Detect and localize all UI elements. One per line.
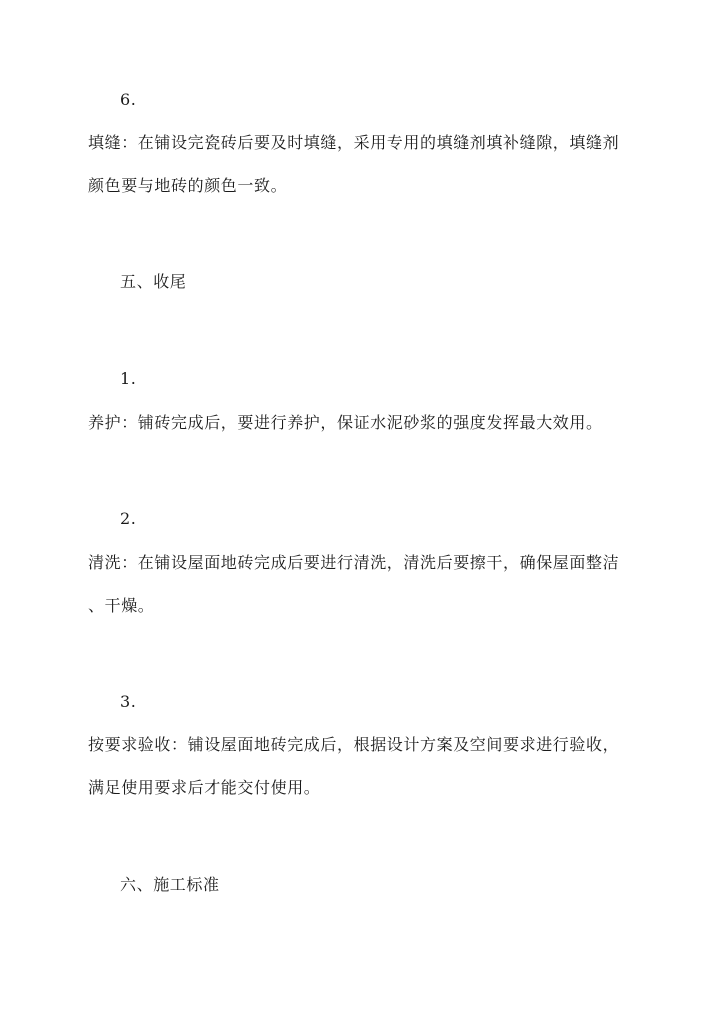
item-number: 1. [120,369,137,388]
paragraph-line: 、干燥。 [88,596,155,615]
item-number: 2. [120,509,137,528]
paragraph-line: 养护：铺砖完成后，要进行养护，保证水泥砂浆的强度发挥最大效用。 [88,413,603,432]
paragraph-line: 按要求验收：铺设屋面地砖完成后，根据设计方案及空间要求进行验收， [88,735,620,754]
item-number: 6. [120,90,137,109]
section-heading: 六、施工标准 [120,875,220,894]
paragraph-line: 颜色要与地砖的颜色一致。 [88,176,288,195]
paragraph-line: 填缝：在铺设完瓷砖后要及时填缝，采用专用的填缝剂填补缝隙，填缝剂 [88,133,620,152]
section-heading: 五、收尾 [120,272,187,291]
paragraph-line: 满足使用要求后才能交付使用。 [88,778,321,797]
paragraph-line: 清洗：在铺设屋面地砖完成后要进行清洗，清洗后要擦干，确保屋面整洁 [88,553,620,572]
item-number: 3. [120,692,137,711]
